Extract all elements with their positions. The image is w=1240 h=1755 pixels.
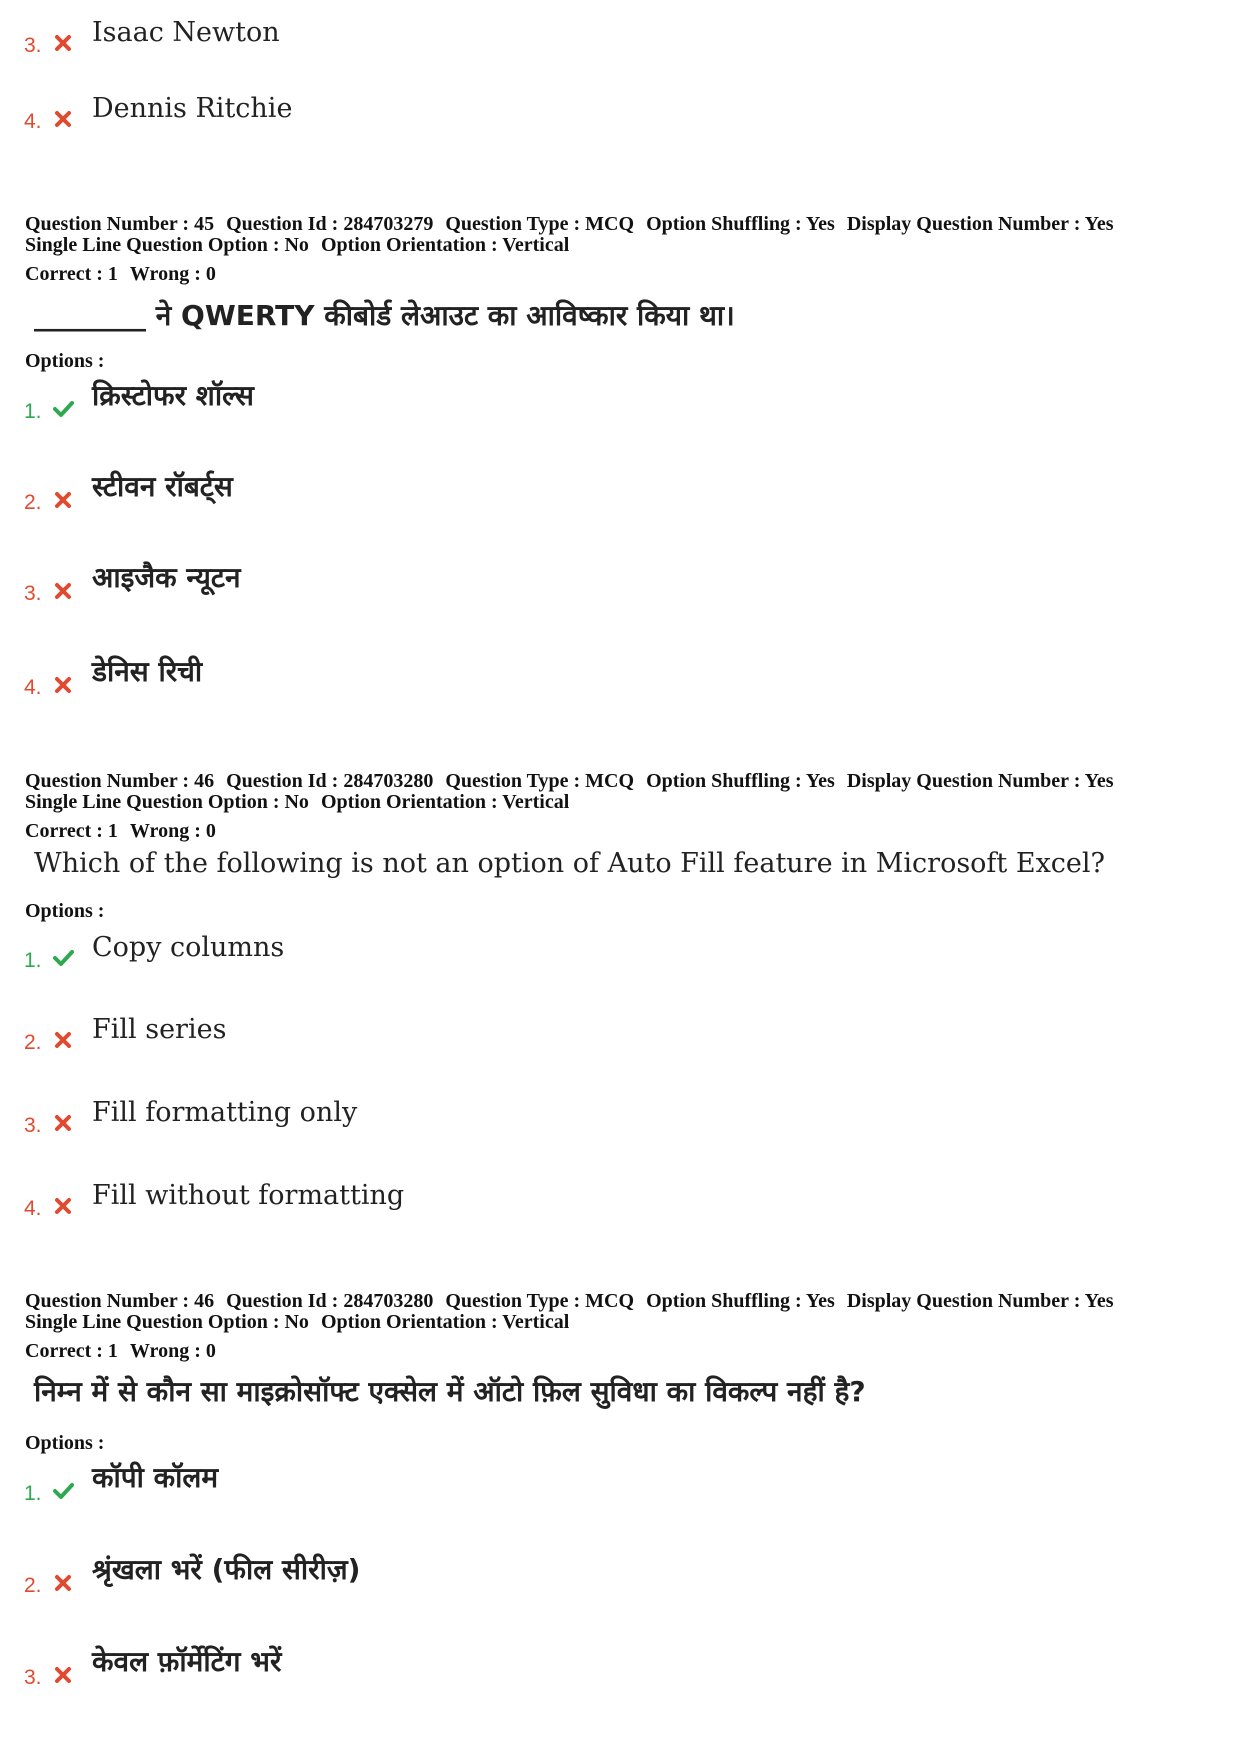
option-text: डेनिस रिची bbox=[92, 655, 203, 688]
option-number: 4. bbox=[24, 1197, 42, 1220]
option-number: 3. bbox=[24, 34, 42, 57]
cross-icon bbox=[52, 1572, 74, 1594]
question-meta-line2 bbox=[25, 234, 581, 256]
correct-marks: Correct : 1 bbox=[25, 1340, 118, 1362]
display-question-number: Display Question Number : Yes bbox=[846, 770, 1114, 792]
wrong-marks: Wrong : 0 bbox=[129, 263, 216, 285]
option-row bbox=[0, 1015, 1200, 1055]
option-text: केवल फ़ॉर्मेटिंग भरें bbox=[92, 1645, 282, 1678]
option-orientation: Option Orientation : Vertical bbox=[320, 1311, 570, 1333]
display-question-number: Display Question Number : Yes bbox=[846, 213, 1114, 235]
cross-icon bbox=[52, 1664, 74, 1686]
option-row bbox=[0, 1181, 1200, 1221]
question-meta-line2 bbox=[25, 791, 581, 813]
option-shuffling: Option Shuffling : Yes bbox=[646, 770, 835, 792]
question-text: Which of the following is not an option of Auto Fill feature in Microsoft Excel? bbox=[34, 848, 1106, 879]
option-number: 3. bbox=[24, 1114, 42, 1137]
question-id: Question Id : 284703279 bbox=[226, 213, 434, 235]
option-number: 3. bbox=[24, 582, 42, 605]
option-number: 2. bbox=[24, 1031, 42, 1054]
cross-icon bbox=[52, 1195, 74, 1217]
checkmark-icon bbox=[52, 398, 74, 420]
option-text: Dennis Ritchie bbox=[92, 93, 293, 124]
option-row bbox=[0, 561, 1200, 606]
option-number: 1. bbox=[24, 1482, 42, 1505]
option-row bbox=[0, 379, 1200, 424]
option-text: Copy columns bbox=[92, 932, 285, 963]
option-row bbox=[0, 655, 1200, 700]
question-id: Question Id : 284703280 bbox=[226, 770, 434, 792]
option-row bbox=[0, 1098, 1200, 1138]
question-type: Question Type : MCQ bbox=[445, 213, 635, 235]
option-row bbox=[0, 933, 1200, 973]
cross-icon bbox=[52, 32, 74, 54]
question-meta-line1 bbox=[25, 213, 1126, 235]
question-type: Question Type : MCQ bbox=[445, 1290, 635, 1312]
correct-wrong-line bbox=[25, 263, 228, 285]
correct-wrong-line bbox=[25, 820, 228, 842]
option-text: श्रृंखला भरें (फील सीरीज़) bbox=[92, 1553, 361, 1586]
option-orientation: Option Orientation : Vertical bbox=[320, 234, 570, 256]
option-text: Fill series bbox=[92, 1014, 227, 1045]
question-number: Question Number : 46 bbox=[25, 770, 215, 792]
question-meta-line2 bbox=[25, 1311, 581, 1333]
option-row bbox=[0, 470, 1200, 515]
correct-wrong-line bbox=[25, 1340, 228, 1362]
option-text: कॉपी कॉलम bbox=[92, 1461, 219, 1494]
cross-icon bbox=[52, 674, 74, 696]
question-text: निम्न में से कौन सा माइक्रोसॉफ्ट एक्सेल में ऑटो फ़िल सुविधा का विकल्प नहीं है? bbox=[34, 1375, 866, 1408]
option-text: क्रिस्टोफर शॉल्स bbox=[92, 379, 254, 412]
cross-icon bbox=[52, 489, 74, 511]
option-row bbox=[0, 1645, 1200, 1690]
option-number: 1. bbox=[24, 400, 42, 423]
option-shuffling: Option Shuffling : Yes bbox=[646, 213, 835, 235]
cross-icon bbox=[52, 108, 74, 130]
option-number: 2. bbox=[24, 491, 42, 514]
option-number: 3. bbox=[24, 1666, 42, 1689]
option-text: आइजैक न्यूटन bbox=[92, 561, 241, 594]
display-question-number: Display Question Number : Yes bbox=[846, 1290, 1114, 1312]
question-text: ________ ने QWERTY कीबोर्ड लेआउट का आविष्कार किया था। bbox=[34, 299, 735, 332]
option-row bbox=[0, 1461, 1200, 1506]
option-text: Isaac Newton bbox=[92, 17, 280, 48]
option-number: 4. bbox=[24, 110, 42, 133]
single-line-question-option: Single Line Question Option : No bbox=[25, 1311, 309, 1333]
correct-marks: Correct : 1 bbox=[25, 820, 118, 842]
options-label: Options : bbox=[25, 1432, 105, 1454]
question-meta-line1 bbox=[25, 1290, 1126, 1312]
question-type: Question Type : MCQ bbox=[445, 770, 635, 792]
question-id: Question Id : 284703280 bbox=[226, 1290, 434, 1312]
option-number: 2. bbox=[24, 1574, 42, 1597]
options-label: Options : bbox=[25, 350, 105, 372]
checkmark-icon bbox=[52, 947, 74, 969]
option-row bbox=[0, 18, 1200, 58]
option-number: 1. bbox=[24, 949, 42, 972]
option-text: Fill formatting only bbox=[92, 1097, 358, 1128]
options-label: Options : bbox=[25, 900, 105, 922]
option-shuffling: Option Shuffling : Yes bbox=[646, 1290, 835, 1312]
option-row bbox=[0, 94, 1200, 134]
wrong-marks: Wrong : 0 bbox=[129, 1340, 216, 1362]
question-number: Question Number : 45 bbox=[25, 213, 215, 235]
cross-icon bbox=[52, 1112, 74, 1134]
checkmark-icon bbox=[52, 1480, 74, 1502]
option-number: 4. bbox=[24, 676, 42, 699]
cross-icon bbox=[52, 1029, 74, 1051]
cross-icon bbox=[52, 580, 74, 602]
single-line-question-option: Single Line Question Option : No bbox=[25, 791, 309, 813]
question-meta-line1 bbox=[25, 770, 1126, 792]
wrong-marks: Wrong : 0 bbox=[129, 820, 216, 842]
option-row bbox=[0, 1553, 1200, 1598]
correct-marks: Correct : 1 bbox=[25, 263, 118, 285]
option-orientation: Option Orientation : Vertical bbox=[320, 791, 570, 813]
option-text: स्टीवन रॉबर्ट्स bbox=[92, 470, 233, 503]
question-number: Question Number : 46 bbox=[25, 1290, 215, 1312]
single-line-question-option: Single Line Question Option : No bbox=[25, 234, 309, 256]
option-text: Fill without formatting bbox=[92, 1180, 405, 1211]
